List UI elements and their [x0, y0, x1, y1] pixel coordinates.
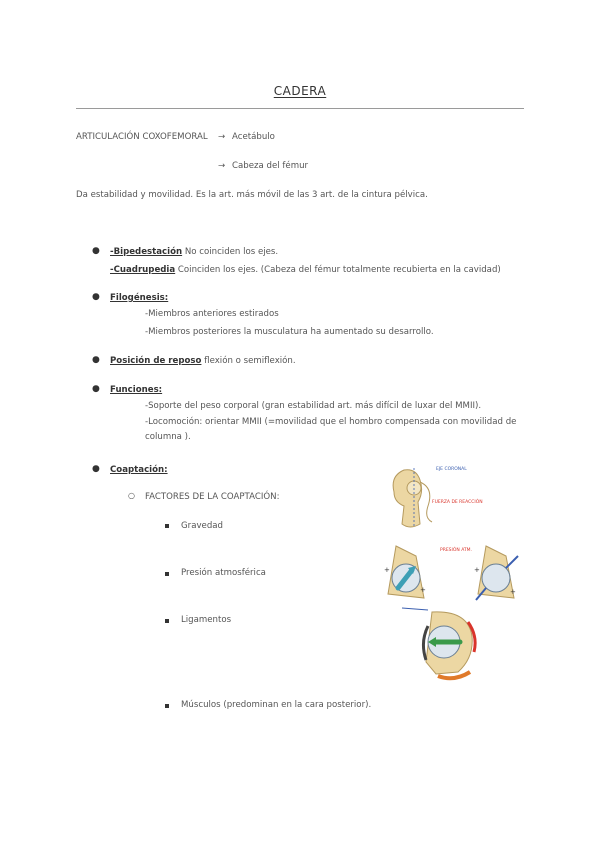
factor-presion: Presión atmosférica — [181, 568, 266, 578]
funciones-line-1: -Soporte del peso corporal (gran estabilidad art. más difícil de luxar del MMII). — [145, 401, 482, 411]
arrow-2: → — [218, 161, 226, 171]
atm-pressure-label: PRESIÓN ATM. — [440, 548, 472, 553]
factor-bullet — [165, 524, 169, 528]
svg-text:+: + — [384, 566, 390, 574]
bullet-dot: ● — [92, 464, 100, 474]
articulation-label: ARTICULACIÓN COXOFEMORAL — [76, 132, 208, 142]
factor-bullet — [165, 572, 169, 576]
title-divider — [76, 108, 524, 109]
filogenesis-line-1: -Miembros anteriores estirados — [145, 309, 279, 319]
bipedestacion-line — [110, 246, 278, 258]
svg-text:+: + — [510, 588, 516, 596]
cuadrupedia-line — [110, 264, 501, 276]
intro-summary: Da estabilidad y movilidad. Es la art. más móvil de las 3 art. de la cintura pélvica. — [76, 190, 428, 200]
factor-musculos: Músculos (predominan en la cara posterior). — [181, 700, 372, 710]
svg-text:+: + — [420, 586, 426, 594]
coronal-axis-label: EJE CORONAL — [436, 467, 467, 472]
factor-bullet — [165, 704, 169, 708]
factor-bullet — [165, 619, 169, 623]
ligaments-illustration — [398, 606, 488, 682]
arrow-1: → — [218, 132, 226, 142]
filogenesis-line-2: -Miembros posteriores la musculatura ha aumentado su desarrollo. — [145, 327, 434, 337]
funciones-line-2: -Locomoción: orientar MMII (=movilidad que el hombro compensada con movilidad de columna ). — [145, 417, 517, 442]
reposo-text: flexión o semiflexión. — [204, 356, 296, 366]
femur-head-text: Cabeza del fémur — [232, 161, 309, 171]
bullet-dot: ● — [92, 292, 100, 302]
bullet-dot: ● — [92, 355, 100, 365]
cuadrupedia-text: Coinciden los ejes. (Cabeza del fémur totalmente recubierta en la cavidad) — [177, 265, 501, 275]
sub-bullet-ring: ○ — [128, 491, 135, 500]
reposo-line — [110, 355, 296, 367]
bipedestacion-term: -Bipedestación — [110, 247, 183, 257]
bullet-dot: ● — [92, 384, 100, 394]
svg-text:+: + — [474, 566, 480, 574]
coaptacion-term: Coaptación: — [110, 465, 168, 475]
funciones-term: Funciones: — [110, 385, 163, 395]
reaction-force-label: FUERZA DE REACCIÓN — [432, 500, 483, 505]
factores-heading: FACTORES DE LA COAPTACIÓN: — [145, 492, 280, 502]
acetabulum-text: Acetábulo — [232, 132, 275, 142]
factor-ligamentos: Ligamentos — [181, 615, 232, 625]
reposo-term: Posición de reposo — [110, 356, 202, 366]
bullet-dot: ● — [92, 246, 100, 256]
hip-gravity-illustration — [380, 462, 510, 532]
factor-gravedad: Gravedad — [181, 521, 224, 531]
cuadrupedia-term: -Cuadrupedia — [110, 265, 176, 275]
bipedestacion-text: No coinciden los ejes. — [184, 247, 279, 257]
page-title: CADERA — [273, 84, 327, 98]
filogenesis-term: Filogénesis: — [110, 293, 169, 303]
